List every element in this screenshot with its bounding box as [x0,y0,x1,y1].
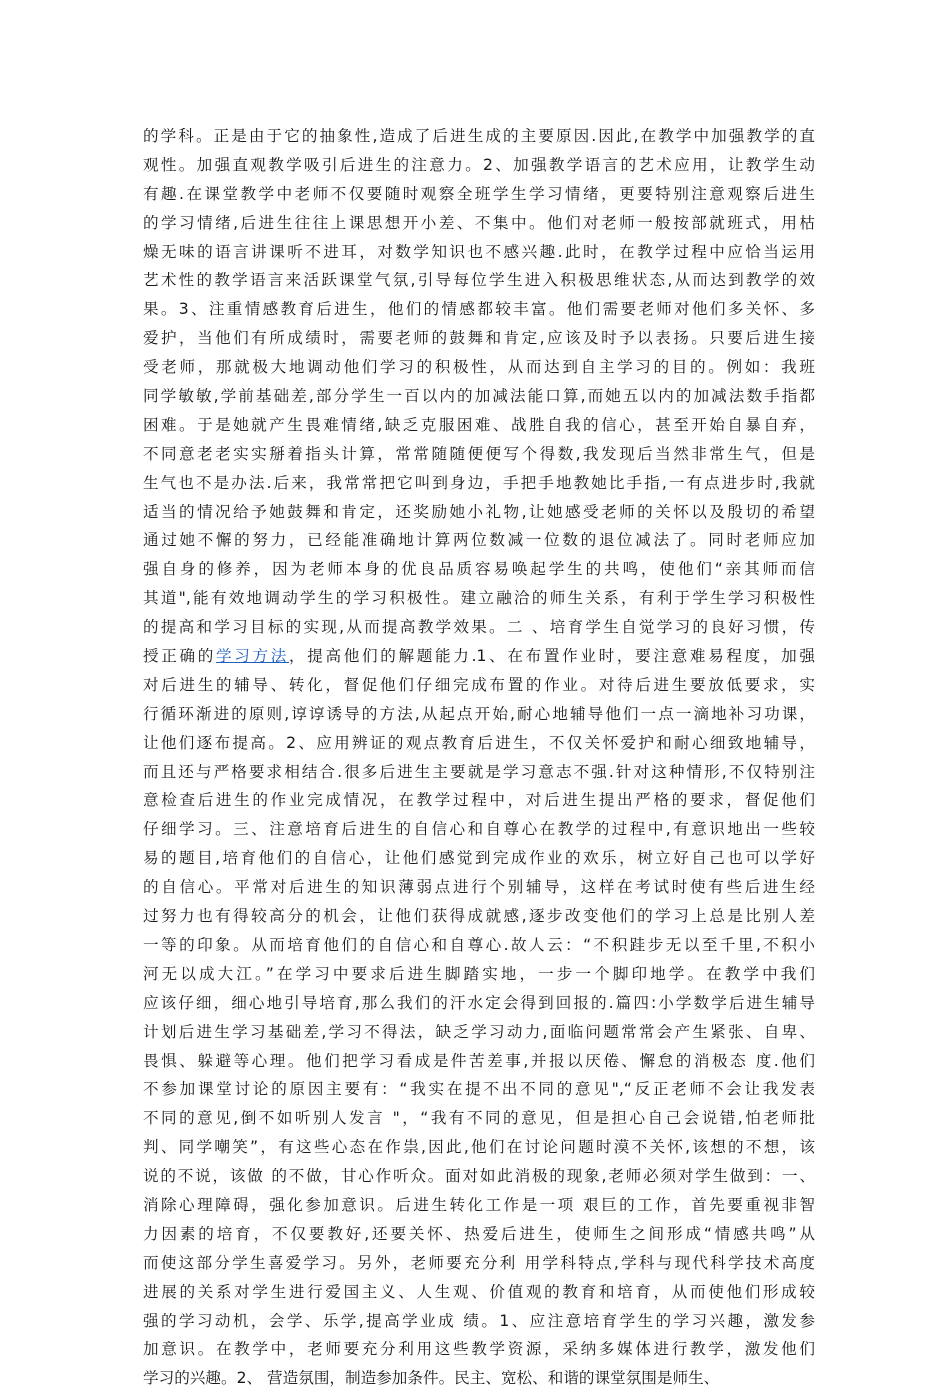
text-line: 意检查后进生的作业完成情况，在教学过程中，对后进生提出严格的要求，督促他们 [143,791,815,810]
text-line: 让他们逐布提高。2、应用辨证的观点教育后进生，不仅关怀爱护和耐心细致地辅导， [143,733,815,752]
text-line: 观性。加强直观教学吸引后进生的注意力。2、加强教学语言的艺术应用，让教学生动 [143,155,815,174]
text-line: 不参加课堂讨论的原因主要有：“我实在提不出不同的意见",“反正老师不会让我发表 [143,1080,815,1099]
text-line: 艺术性的教学语言来活跃课堂气氛,引导每位学生进入积极思维状态,从而达到教学的效 [143,271,815,290]
text-line: 应该仔细，细心地引导培育,那么我们的汗水定会得到回报的.篇四:小学数学后进生辅导 [143,993,815,1012]
text-line: 易的题目,培育他们的自信心，让他们感觉到完成作业的欢乐，树立好自己也可以学好 [143,849,815,868]
body-text [143,122,815,1393]
text-segment: ，提高他们的解题能力.1、在布置作业时，要注意难易程度，加强 [289,647,815,666]
text-line: 的学习情绪,后进生往往上课思想开小差、不集中。他们对老师一般按部就班式，用枯 [143,213,815,232]
text-line: 不同的意见,倒不如听别人发言 "，“我有不同的意见，但是担心自己会说错,怕老师批 [143,1109,815,1128]
text-line: 同学敏敏,学前基础差,部分学生一百以内的加减法能口算,而她五以内的加减法数手指都 [143,387,815,406]
text-line: 仔细学习。三、注意培育后进生的自信心和自尊心在教学的过程中,有意识地出一些较 [143,820,815,839]
text-line: 进展的关系对学生进行爱国主义、人生观、价值观的教育和培育，从而使他们形成较 [143,1282,815,1301]
text-line: 消除心理障碍，强化参加意识。后进生转化工作是一项 艰巨的工作，首先要重视非智 [143,1195,815,1214]
text-line: 一等的印象。从而培育他们的自信心和自尊心.故人云：“不积跬步无以至千里,不积小 [143,935,815,954]
text-line: 而且还与严格要求相结合.很多后进生主要就是学习意志不强.针对这种情形,不仅特别注 [143,762,815,781]
text-line: 强的学习动机，会学、乐学,提高学业成 绩。1、应注意培育学生的学习兴趣，激发参 [143,1311,815,1330]
text-line: 通过她不懈的努力，已经能准确地计算两位数减一位数的退位减法了。同时老师应加 [143,531,815,550]
text-line: 力因素的培育，不仅要教好,还要关怀、热爱后进生，使师生之间形成“情感共鸣”从 [143,1224,815,1243]
text-line: 说的不说，该做 的不做，甘心作听众。面对如此消极的现象,老师必须对学生做到：一、 [143,1167,815,1186]
text-line: 有趣.在课堂教学中老师不仅要随时观察全班学生学习情绪，更要特别注意观察后进生 [143,184,815,203]
text-line: 生气也不是办法.后来，我常常把它叫到身边，手把手地教她比手指,一有点进步时,我就 [143,473,815,492]
text-line: 的自信心。平常对后进生的知识薄弱点进行个别辅导，这样在考试时使有些后进生经 [143,878,815,897]
study-method-link[interactable]: 学习方法 [216,647,290,666]
text-line: 其道",能有效地调动学生的学习积极性。建立融洽的师生关系，有利于学生学习积极性 [143,589,815,608]
text-line: 燥无味的语言讲课听不进耳，对数学知识也不感兴趣.此时，在教学过程中应恰当运用 [143,242,815,261]
text-line: 的提高和学习目标的实现,从而提高教学效果。二 、培育学生自觉学习的良好习惯，传 [143,618,815,637]
text-line: 适当的情况给予她鼓舞和肯定，还奖励她小礼物,让她感受老师的关怀以及殷切的希望 [143,502,815,521]
text-line [143,642,815,671]
text-line: 爱护，当他们有所成绩时，需要老师的鼓舞和肯定,应该及时予以表扬。只要后进生接 [143,329,815,348]
text-segment: 授正确的 [143,647,217,666]
text-line: 学习的兴趣。2、 营造氛围，制造参加条件。民主、宽松、和谐的课堂氛围是师生、 [143,1369,720,1388]
text-line: 困难。于是她就产生畏难情绪,缺乏克服困难、战胜自我的信心，甚至开始自暴自弃， [143,415,815,434]
text-line: 河无以成大江。”在学习中要求后进生脚踏实地，一步一个脚印地学。在教学中我们 [143,964,815,983]
text-line: 强自身的修养，因为老师本身的优良品质容易唤起学生的共鸣，使他们“亲其师而信 [143,560,815,579]
text-line: 行循环渐进的原则,谆谆诱导的方法,从起点开始,耐心地辅导他们一点一滴地补习功课， [143,704,815,723]
text-line: 对后进生的辅导、转化，督促他们仔细完成布置的作业。对待后进生要放低要求，实 [143,675,815,694]
text-line: 畏惧、躲避等心理。他们把学习看成是件苦差事,并报以厌倦、懈怠的消极态 度.他们 [143,1051,815,1070]
text-line: 的学科。正是由于它的抽象性,造成了后进生成的主要原因.因此,在教学中加强教学的直 [143,127,815,145]
text-line: 过努力也有得较高分的机会，让他们获得成就感,逐步改变他们的学习上总是比别人差 [143,907,815,926]
text-line: 判、同学嘲笑”，有这些心态在作祟,因此,他们在讨论问题时漠不关怀,该想的不想，该 [143,1138,815,1157]
text-line: 而使这部分学生喜爱学习。另外，老师要充分利 用学科特点,学科与现代科学技术高度 [143,1253,815,1272]
text-line: 果。3、注重情感教育后进生，他们的情感都较丰富。他们需要老师对他们多关怀、多 [143,300,815,319]
text-line: 计划后进生学习基础差,学习不得法，缺乏学习动力,面临问题常常会产生紧张、自卑、 [143,1022,815,1041]
text-line: 受老师，那就极大地调动他们学习的积极性，从而达到自主学习的目的。例如：我班 [143,358,815,377]
text-line: 加意识。在教学中，老师要充分利用这些教学资源，采纳多媒体进行教学，激发他们 [143,1340,815,1359]
text-line: 不同意老老实实掰着指头计算，常常随随便便写个得数,我发现后当然非常生气，但是 [143,444,815,463]
